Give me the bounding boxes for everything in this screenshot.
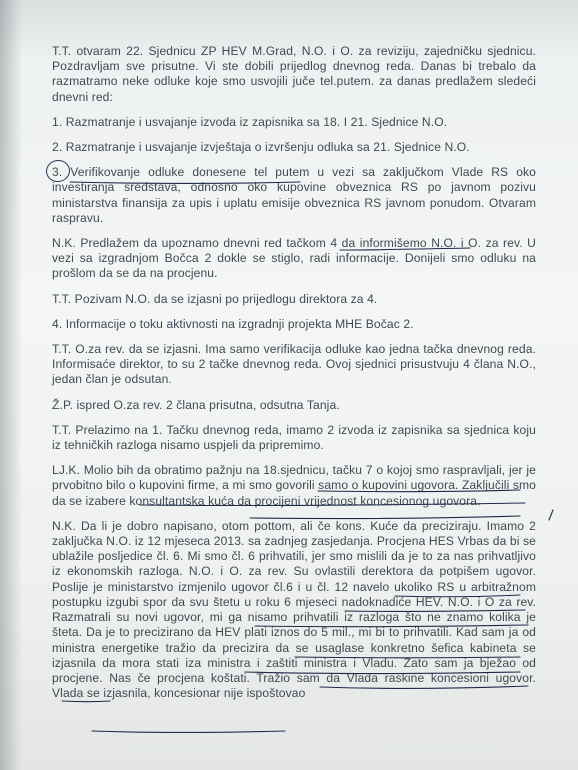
agenda-item-1: 1. Razmatranje i usvajanje izvoda iz zapisnika sa 18. I 21. Sjednice N.O. — [52, 114, 448, 129]
paragraph-tt-call: T.T. Pozivam N.O. da se izjasni po prijedlogu direktora za 4. — [52, 291, 378, 306]
paragraph-nk-proposal: N.K. Predlažem da upoznamo dnevni red tačkom 4 da informišemo N.O. i O. za rev. U vezi sa izgradnjom Bočca 2 dokle se stiglo, radi informacije. Donijeli smo odluku na prošlom da se da na procjenu. — [52, 236, 536, 281]
agenda-item-2: 2. Razmatranje i usvajanje izvještaja o izvršenju odluka sa 21. Sjednice N.O. — [52, 140, 470, 155]
paragraph-tt-item-1: T.T. Prelazimo na 1. Tačku dnevnog reda, imamo 2 izvoda iz zapisnika sa sjednica koju iz tehničkih razloga nisamo uspjeli da pripremimo. — [52, 422, 536, 453]
agenda-item-4: 4. Informacije o toku aktivnosti na izgradnji projekta MHE Bočac 2. — [52, 316, 414, 331]
paragraph-nk-discussion: N.K. Da li je dobro napisano, otom pottom, ali če kons. Kuće da preciziraju. Imamo 2 zaključka N.O. iz 12 mjeseca 2013. sa zadnjeg zasjedanja. Procjena HES Vrbas da bi se ublažile posljedice čl. 6. Mi smo čl. 6 prihvatili, jer smo mislili da je to za nas prihvatljivo iz ekonomskih razloga. N.O. i O. za rev. Su ovlastili derektora da potpišem ugovor. Poslije je ministarstvo izmjenilo ugovor čl.6 i u čl. 12 navelo ukoliko RS u arbitražnom postupku izgubi spor da svu štetu u roku 6 mjeseci nadoknadiće HEV. N.O. i O za rev. Razmatrali su novi ugovor, mi ga nisamo prihvatili iz razloga što ne znamo kolika je šteta. Da je to precizirano da HEV plati iznos do 5 mil., mi bi to prihvatili. Kad sam ja od ministra energetike tražio da precizira da se usaglase konkretno šefica kabineta se izjasnila da mora stati iza ministra i zaštiti ministra i Vladu. Zato sam ja bježao od procjene. Nas če procjena koštati. Tražio sam da Vlada raskine koncesioni ugovor. Vlada se izjasnila, koncesionar nije ispoštovao — [52, 518, 536, 701]
underline-zato-sam — [92, 731, 285, 733]
margin-tick — [549, 510, 553, 520]
paragraph-zp-attendance: Ž.P. ispred O.za rev. 2 člana prisutna, odsutna Tanja. — [52, 397, 340, 412]
paragraph-tt-verification: T.T. O.za rev. da se izjasni. Ima samo verifikacija odluke kao jedna tačka dnevnog reda. Informisaće direktor, to su 2 tačke dnevnog reda. Ovoj sjednici prisustvuju 4 člana N.O., jedan član je odsutan. — [52, 342, 536, 387]
page-shadow — [0, 0, 22, 770]
paragraph-ljk-remark: LJ.K. Molio bih da obratimo pažnju na 18.sjednicu, tačku 7 o kojoj smo raspravljali, jer je prvobitno bilo o kupovini firme, a mi smo govorili samo o kupovini ugovora. Zaključili smo da se izabere konsultantska kuća da procijeni vrijednost koncesionog ugovora. — [52, 463, 536, 508]
paragraph-opening: T.T. otvaram 22. Sjednicu ZP HEV M.Grad, N.O. i O. za reviziju, zajedničku sjednicu. Pozdravljam sve prisutne. Vi ste dobili prijedlog dnevnog reda. Danas bi trebalo da razmatramo neke odluke koje smo usvojili juče tel.putem. za danas predlažem sledeći dnevni red: — [52, 44, 536, 104]
agenda-item-3: 3. Verifikovanje odluke donesene tel putem u vezi sa zaključkom Vlade RS oko investiranja sredstava, odnosno oko kupovine obveznica RS po javnom pozivu ministarstva finansija za upis i uplatu emisije obveznica RS javnom ponudom. Otvaram raspravu. — [52, 165, 536, 225]
document-body — [52, 44, 536, 711]
